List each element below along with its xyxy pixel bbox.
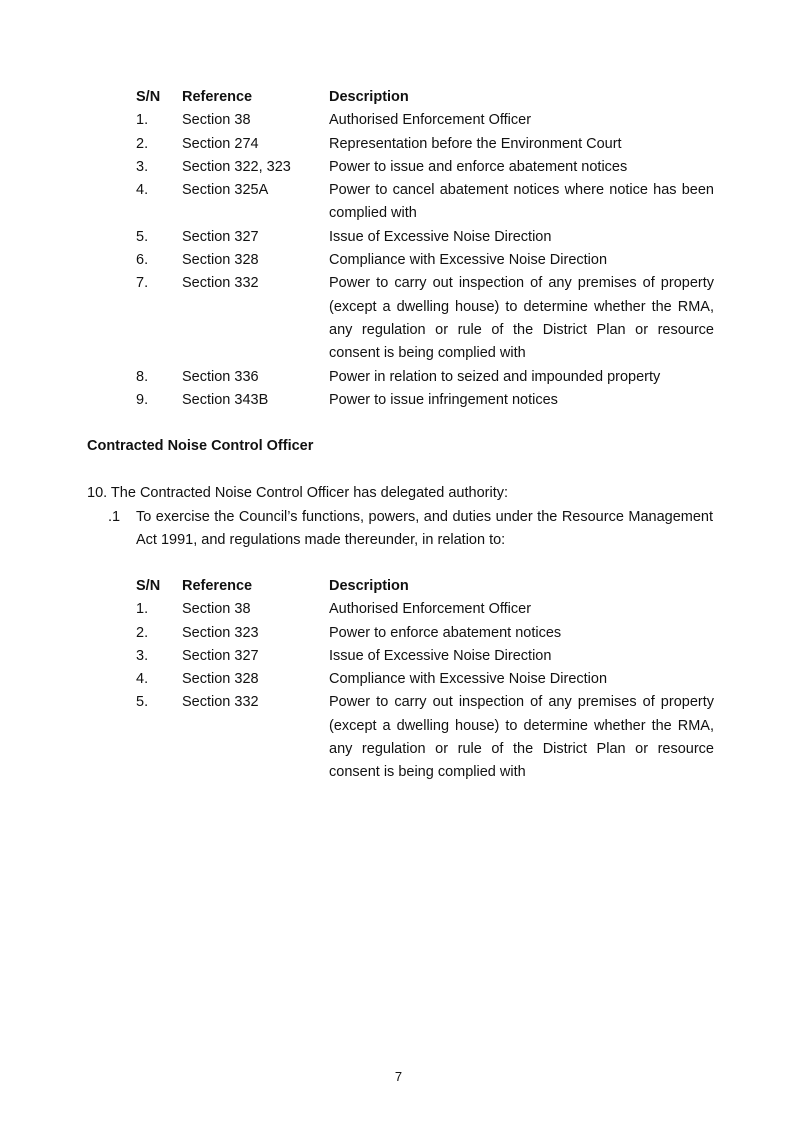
page-number: 7 <box>394 1069 403 1084</box>
paragraph-10: 10. The Contracted Noise Control Officer has delegated authority: <box>87 485 509 501</box>
table-row <box>136 668 714 691</box>
table-row <box>136 598 714 621</box>
row-description: Issue of Excessive Noise Direction <box>329 228 552 245</box>
row-reference: Section 327 <box>182 228 259 245</box>
row-description: Power to enforce abatement notices <box>329 624 562 641</box>
row-description: Power to issue and enforce abatement notices <box>329 158 628 175</box>
row-sn: 5. <box>136 694 149 711</box>
header-reference: Reference <box>182 578 253 594</box>
row-reference: Section 328 <box>182 252 259 269</box>
row-description: Power to cancel abatement notices where notice has been complied with <box>329 182 714 222</box>
row-sn: 3. <box>136 158 149 175</box>
table-row <box>136 133 714 156</box>
header-description: Description <box>329 89 409 105</box>
row-description: Compliance with Excessive Noise Direction <box>329 252 608 269</box>
row-sn: 7. <box>136 275 149 292</box>
row-sn: 1. <box>136 601 149 618</box>
row-reference: Section 336 <box>182 368 259 385</box>
row-reference: Section 343B <box>182 391 269 408</box>
row-reference: Section 38 <box>182 601 251 618</box>
row-sn: 3. <box>136 647 149 664</box>
row-sn: 6. <box>136 252 149 269</box>
row-description: Authorised Enforcement Officer <box>329 601 532 618</box>
table-header <box>136 575 714 598</box>
row-reference: Section 322, 323 <box>182 158 291 175</box>
subclause <box>108 506 713 552</box>
row-reference: Section 38 <box>182 112 251 129</box>
row-reference: Section 325A <box>182 182 269 199</box>
row-reference: Section 274 <box>182 135 259 152</box>
row-reference: Section 332 <box>182 275 259 292</box>
row-sn: 2. <box>136 624 149 641</box>
table-row <box>136 156 714 179</box>
row-sn: 1. <box>136 112 149 129</box>
row-sn: 8. <box>136 368 149 385</box>
row-reference: Section 328 <box>182 671 259 688</box>
header-sn: S/N <box>136 578 161 594</box>
table-row <box>136 179 714 226</box>
header-reference: Reference <box>182 89 253 105</box>
row-description: Representation before the Environment Court <box>329 135 622 152</box>
table-row <box>136 366 714 389</box>
delegation-table-1 <box>136 86 714 412</box>
row-sn: 4. <box>136 671 149 688</box>
row-description: Compliance with Excessive Noise Direction <box>329 671 608 688</box>
row-sn: 2. <box>136 135 149 152</box>
row-description: Power to carry out inspection of any premises of property (except a dwelling house) to determine whether the RMA, any regulation or rule of the District Plan or resource consent is being complied with <box>329 694 714 781</box>
row-reference: Section 323 <box>182 624 259 641</box>
row-sn: 5. <box>136 228 149 245</box>
table-header <box>136 86 714 109</box>
row-description: Authorised Enforcement Officer <box>329 112 532 129</box>
table-row <box>136 226 714 249</box>
table-row <box>136 109 714 132</box>
row-description: Issue of Excessive Noise Direction <box>329 647 552 664</box>
row-reference: Section 327 <box>182 647 259 664</box>
row-description: Power to carry out inspection of any premises of property (except a dwelling house) to determine whether the RMA, any regulation or rule of the District Plan or resource consent is being complied with <box>329 275 714 362</box>
table-row <box>136 272 714 365</box>
table-row <box>136 249 714 272</box>
row-sn: 9. <box>136 391 149 408</box>
header-sn: S/N <box>136 89 161 105</box>
row-sn: 4. <box>136 182 149 199</box>
subclause-text: To exercise the Council’s functions, powers, and duties under the Resource Management Act 1991, and regulations made thereunder, in relation to: <box>136 509 713 548</box>
table-row <box>136 691 714 784</box>
table-row <box>136 622 714 645</box>
header-description: Description <box>329 578 409 594</box>
row-reference: Section 332 <box>182 694 259 711</box>
row-description: Power in relation to seized and impounded property <box>329 368 661 385</box>
table-row <box>136 645 714 668</box>
section-heading: Contracted Noise Control Officer <box>87 438 314 454</box>
subclause-number: .1 <box>108 509 121 525</box>
delegation-table-2 <box>136 575 714 785</box>
table-row <box>136 389 714 412</box>
row-description: Power to issue infringement notices <box>329 391 558 408</box>
